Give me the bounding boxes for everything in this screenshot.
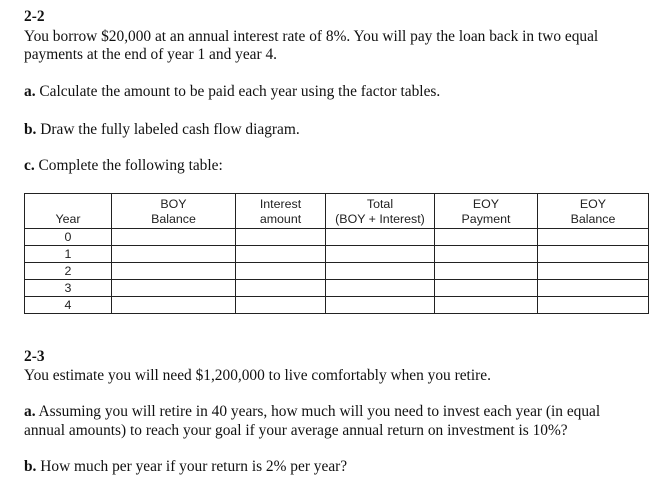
header-eoy-balance (538, 194, 649, 229)
boy-balance-cell[interactable] (112, 297, 236, 314)
boy-balance-cell[interactable] (112, 280, 236, 297)
total-cell[interactable] (326, 229, 435, 246)
eoy-balance-cell[interactable] (538, 263, 649, 280)
problem-2-3-part-a-line1 (24, 402, 600, 422)
header-year-line2: Year (55, 212, 81, 226)
header-eoy-balance-line1: EOY (579, 197, 607, 211)
eoy-payment-cell[interactable] (435, 263, 538, 280)
table-row (25, 297, 649, 314)
table-header-row (25, 194, 649, 229)
header-interest-line1: Interest (259, 197, 302, 211)
problem-2-2-statement-line1: You borrow $20,000 at an annual interest rate of 8%. You will pay the loan back in two equal (24, 28, 599, 45)
problem-2-3-part-a-line2: annual amounts) to reach your goal if your average annual return on investment is 10%? (24, 422, 568, 439)
table-row (25, 229, 649, 246)
problem-2-2-part-c (24, 156, 223, 176)
header-eoy-payment-line2: Payment (461, 212, 511, 226)
header-eoy-balance-line2: Balance (570, 212, 616, 226)
part-a-text: Assuming you will retire in 40 years, how much will you need to invest each year (in equal (35, 403, 601, 420)
total-cell[interactable] (326, 263, 435, 280)
part-a-text: Calculate the amount to be paid each year using the factor tables. (35, 83, 441, 100)
table-row (25, 263, 649, 280)
interest-cell[interactable] (236, 246, 326, 263)
header-year (25, 194, 112, 229)
header-total-line1: Total (366, 197, 394, 211)
year-cell: 1 (25, 246, 112, 263)
interest-cell[interactable] (236, 280, 326, 297)
eoy-payment-cell[interactable] (435, 297, 538, 314)
boy-balance-cell[interactable] (112, 246, 236, 263)
header-boy-line1: BOY (160, 197, 187, 211)
problem-2-2-part-b (24, 120, 300, 140)
cash-flow-table (24, 193, 649, 314)
eoy-payment-cell[interactable] (435, 246, 538, 263)
total-cell[interactable] (326, 246, 435, 263)
part-a-label: a. (24, 83, 36, 100)
interest-cell[interactable] (236, 229, 326, 246)
table-row (25, 246, 649, 263)
part-c-text: Complete the following table: (34, 157, 223, 174)
eoy-balance-cell[interactable] (538, 297, 649, 314)
year-cell: 0 (25, 229, 112, 246)
header-total-line2: (BOY + Interest) (335, 212, 425, 226)
table-row (25, 280, 649, 297)
part-a-label: a. (24, 403, 36, 420)
total-cell[interactable] (326, 297, 435, 314)
header-boy-balance (112, 194, 236, 229)
header-eoy-payment (435, 194, 538, 229)
header-interest-line2: amount (259, 212, 302, 226)
header-interest-amount (236, 194, 326, 229)
problem-2-3-statement: You estimate you will need $1,200,000 to live comfortably when you retire. (24, 367, 491, 384)
eoy-payment-cell[interactable] (435, 280, 538, 297)
eoy-balance-cell[interactable] (538, 280, 649, 297)
header-total (326, 194, 435, 229)
part-c-label: c. (24, 157, 35, 174)
problem-2-3-part-b (24, 457, 347, 477)
header-boy-line2: Balance (151, 212, 196, 226)
eoy-balance-cell[interactable] (538, 229, 649, 246)
problem-2-2-number: 2-2 (24, 8, 45, 25)
part-b-label: b. (24, 458, 37, 475)
eoy-payment-cell[interactable] (435, 229, 538, 246)
boy-balance-cell[interactable] (112, 263, 236, 280)
problem-2-2-statement-line2: payments at the end of year 1 and year 4. (24, 46, 277, 63)
boy-balance-cell[interactable] (112, 229, 236, 246)
year-cell: 4 (25, 297, 112, 314)
interest-cell[interactable] (236, 297, 326, 314)
interest-cell[interactable] (236, 263, 326, 280)
year-cell: 2 (25, 263, 112, 280)
total-cell[interactable] (326, 280, 435, 297)
problem-2-2-part-a (24, 82, 440, 102)
part-b-label: b. (24, 121, 37, 138)
eoy-balance-cell[interactable] (538, 246, 649, 263)
problem-2-3-number: 2-3 (24, 348, 45, 365)
year-cell: 3 (25, 280, 112, 297)
header-eoy-payment-line1: EOY (472, 197, 500, 211)
part-b-text: How much per year if your return is 2% per year? (36, 458, 348, 475)
part-b-text: Draw the fully labeled cash flow diagram. (36, 121, 300, 138)
